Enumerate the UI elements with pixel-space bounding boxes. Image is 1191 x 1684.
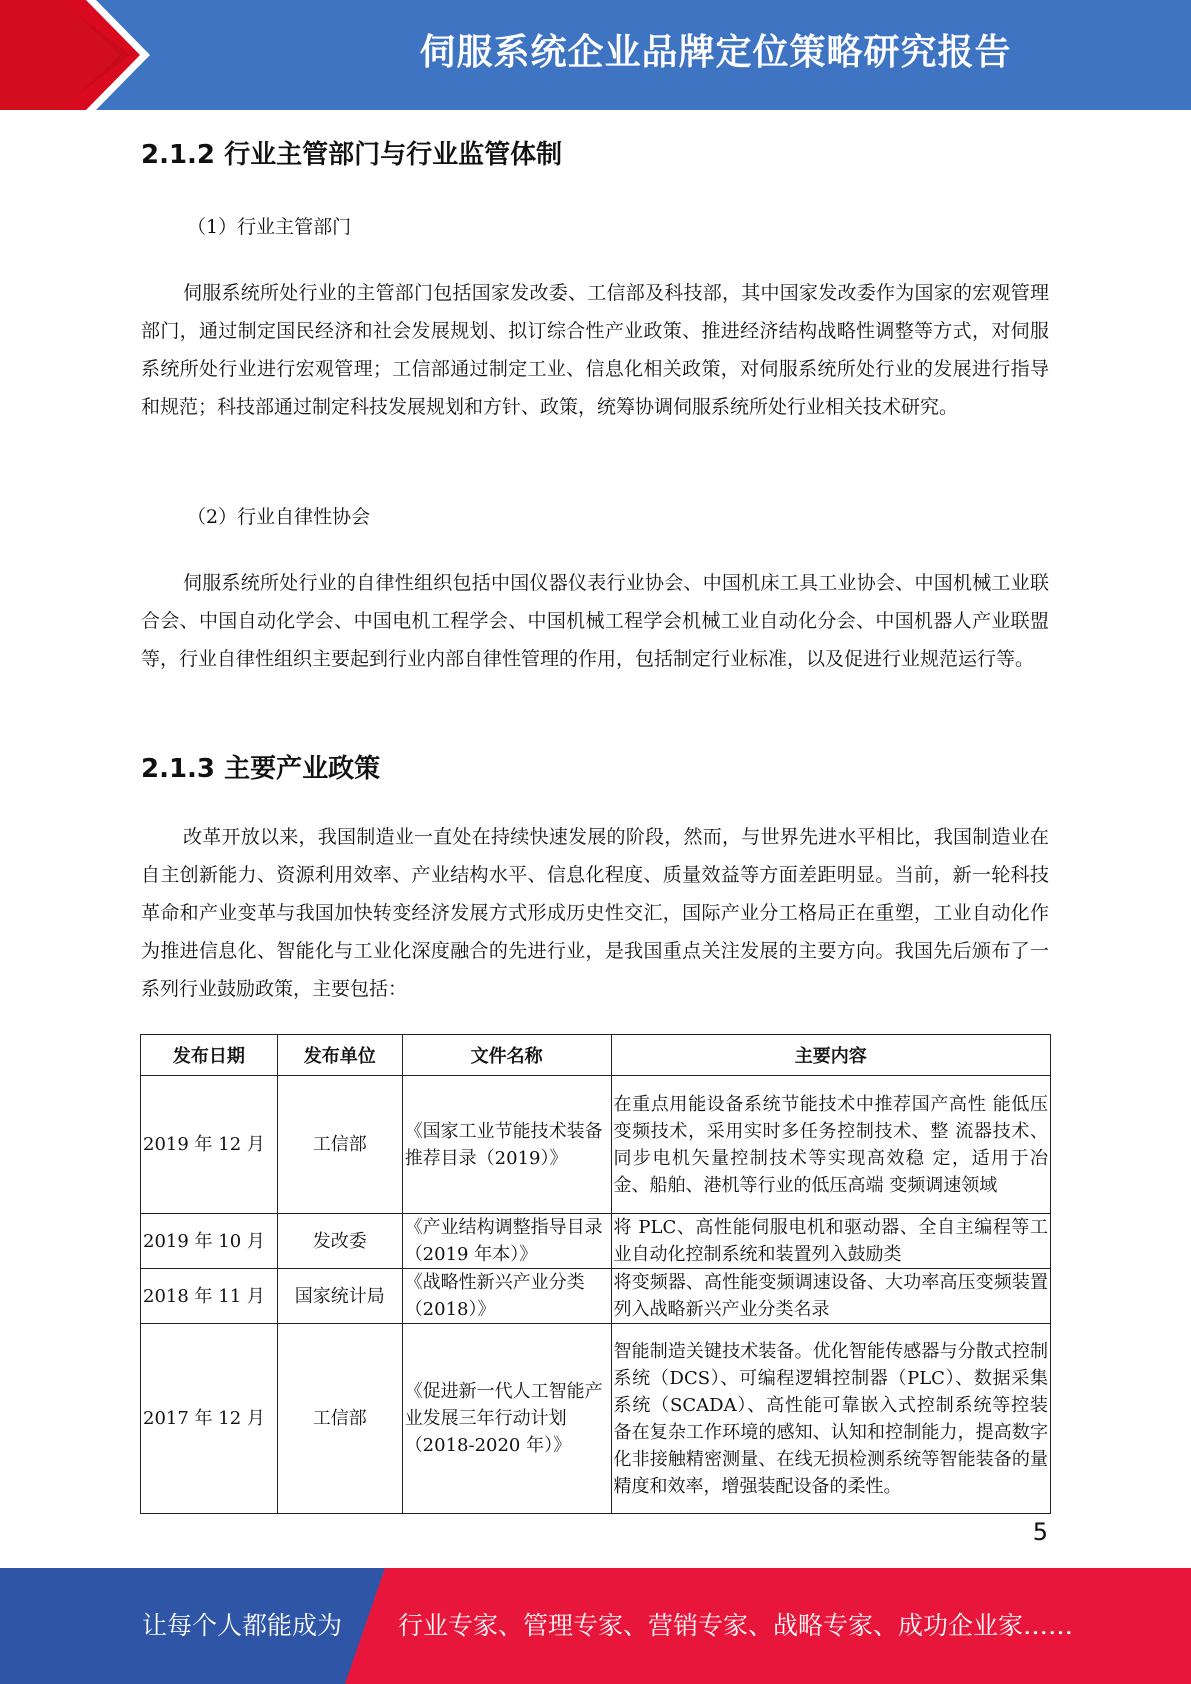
page-footer xyxy=(0,1568,1191,1684)
cell-date: 2017 年 12 月 xyxy=(141,1324,278,1514)
policy-table xyxy=(140,1034,1051,1514)
section-heading-2-1-3: 2.1.3 主要产业政策 xyxy=(141,754,381,784)
cell-content: 将 PLC、高性能伺服电机和驱动器、全自主编程等工业自动化控制系统和装置列入鼓励类 xyxy=(611,1214,1051,1269)
cell-doc: 《促进新一代人工智能产业发展三年行动计划（2018-2020 年）》 xyxy=(402,1324,611,1514)
col-header-content: 主要内容 xyxy=(611,1035,1051,1076)
cell-date: 2019 年 12 月 xyxy=(141,1076,278,1214)
cell-doc: 《产业结构调整指导目录（2019 年本）》 xyxy=(402,1214,611,1269)
cell-date: 2019 年 10 月 xyxy=(141,1214,278,1269)
subheading-2: （2）行业自律性协会 xyxy=(187,506,371,528)
page-number: 5 xyxy=(1032,1518,1048,1546)
paragraph-authorities: 伺服系统所处行业的主管部门包括国家发改委、工信部及科技部，其中国家发改委作为国家的宏观管理部门，通过制定国民经济和社会发展规划、拟订综合性产业政策、推进经济结构战略性调整等方式，对伺服系统所处行业进行宏观管理；工信部通过制定工业、信息化相关政策，对伺服系统所处行业的发展进行指导和规范；科技部通过制定科技发展规划和方针、政策，统筹协调伺服系统所处行业相关技术研究。 xyxy=(141,282,1049,418)
paragraph-policies: 改革开放以来，我国制造业一直处在持续快速发展的阶段，然而，与世界先进水平相比，我国制造业在自主创新能力、资源利用效率、产业结构水平、信息化程度、质量效益等方面差距明显。当前，新一轮科技革命和产业变革与我国加快转变经济发展方式形成历史性交汇，国际产业分工格局正在重塑，工业自动化作为推进信息化、智能化与工业化深度融合的先进行业，是我国重点关注发展的主要方向。我国先后颁布了一系列行业鼓励政策，主要包括： xyxy=(141,826,1049,1000)
section-heading-2-1-2: 2.1.2 行业主管部门与行业监管体制 xyxy=(141,140,563,170)
footer-slogan-left: 让每个人都能成为 xyxy=(142,1611,343,1640)
table-header-row xyxy=(141,1035,1051,1076)
paragraph-associations: 伺服系统所处行业的自律性组织包括中国仪器仪表行业协会、中国机床工具工业协会、中国机械工业联合会、中国自动化学会、中国电机工程学会、中国机械工程学会机械工业自动化分会、中国机器人产业联盟等，行业自律性组织主要起到行业内部自律性管理的作用，包括制定行业标准，以及促进行业规范运行等。 xyxy=(141,572,1049,670)
table-row xyxy=(141,1076,1051,1214)
col-header-unit: 发布单位 xyxy=(277,1035,402,1076)
report-title: 伺服系统企业品牌定位策略研究报告 xyxy=(419,32,1012,73)
table-row xyxy=(141,1214,1051,1269)
table-row xyxy=(141,1269,1051,1324)
cell-date: 2018 年 11 月 xyxy=(141,1269,278,1324)
cell-doc: 《国家工业节能技术装备推荐目录（2019）》 xyxy=(402,1076,611,1214)
col-header-date: 发布日期 xyxy=(141,1035,278,1076)
cell-doc: 《战略性新兴产业分类（2018）》 xyxy=(402,1269,611,1324)
page-header xyxy=(0,0,1191,110)
cell-unit: 发改委 xyxy=(277,1214,402,1269)
cell-content: 将变频器、高性能变频调速设备、大功率高压变频装置列入战略新兴产业分类名录 xyxy=(611,1269,1051,1324)
cell-content: 智能制造关键技术装备。优化智能传感器与分散式控制系统（DCS）、可编程逻辑控制器（PLC）、数据采集系统（SCADA）、高性能可靠嵌入式控制系统等控装备在复杂工作环境的感知、认知和控制能力，提高数字化非接触精密测量、在线无损检测系统等智能装备的量精度和效率，增强装配设备的柔性。 xyxy=(611,1324,1051,1514)
cell-content: 在重点用能设备系统节能技术中推荐国产高性 能低压变频技术，采用实时多任务控制技术、整 流器技术、同步电机矢量控制技术等实现高效稳 定，适用于冶金、船舶、港机等行业的低压高端 变频调速领域 xyxy=(611,1076,1051,1214)
subheading-1: （1）行业主管部门 xyxy=(187,216,352,238)
cell-unit: 工信部 xyxy=(277,1076,402,1214)
table-row xyxy=(141,1324,1051,1514)
cell-unit: 国家统计局 xyxy=(277,1269,402,1324)
col-header-doc: 文件名称 xyxy=(402,1035,611,1076)
header-arrow-decoration xyxy=(0,0,260,110)
cell-unit: 工信部 xyxy=(277,1324,402,1514)
footer-slogan-right: 行业专家、管理专家、营销专家、战略专家、成功企业家…… xyxy=(398,1611,1074,1640)
